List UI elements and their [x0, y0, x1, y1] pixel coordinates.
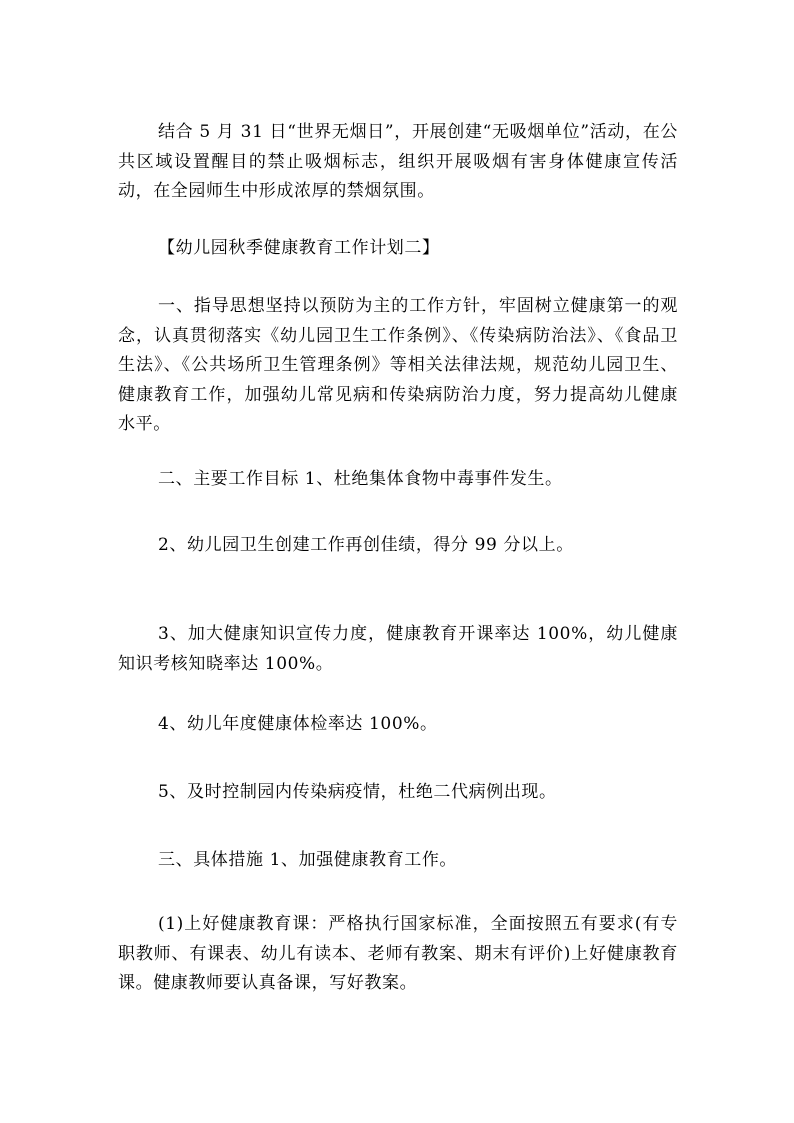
paragraph-no-smoking-day: 结合 5 月 31 日“世界无烟日”，开展创建“无吸烟单位”活动，在公共区域设置醒目的禁止吸烟标志，组织开展吸烟有害身体健康宣传活动，在全园师生中形成浓厚的禁烟氛围。: [118, 122, 678, 201]
paragraph-main-goals: 二、主要工作目标 1、杜绝集体食物中毒事件发生。: [158, 469, 563, 489]
paragraph-goal-3: 3、加大健康知识宣传力度，健康教育开课率达 100%，幼儿健康知识考核知晓率达 100%。: [118, 624, 678, 674]
paragraph-guiding-ideology: 一、指导思想坚持以预防为主的工作方针，牢固树立健康第一的观念，认真贯彻落实《幼儿园卫生工作条例》、《传染病防治法》、《食品卫生法》、《公共场所卫生管理条例》等相关法律法规，规范幼儿园卫生、健康教育工作，加强幼儿常见病和传染病防治力度，努力提高幼儿健康水平。: [118, 296, 678, 434]
paragraph-goal-2: 2、幼儿园卫生创建工作再创佳绩，得分 99 分以上。: [158, 535, 574, 555]
paragraph-goal-4: 4、幼儿年度健康体检率达 100%。: [158, 714, 438, 734]
paragraph-goal-5: 5、及时控制园内传染病疫情，杜绝二代病例出现。: [158, 782, 557, 802]
section-heading-plan-two: 【幼儿园秋季健康教育工作计划二】: [158, 238, 440, 258]
paragraph-health-class: (1)上好健康教育课：严格执行国家标准，全面按照五有要求(有专职教师、有课表、幼儿有读本、老师有教案、期末有评价)上好健康教育课。健康教师要认真备课，写好教案。: [118, 914, 678, 993]
paragraph-measures: 三、具体措施 1、加强健康教育工作。: [158, 850, 458, 870]
